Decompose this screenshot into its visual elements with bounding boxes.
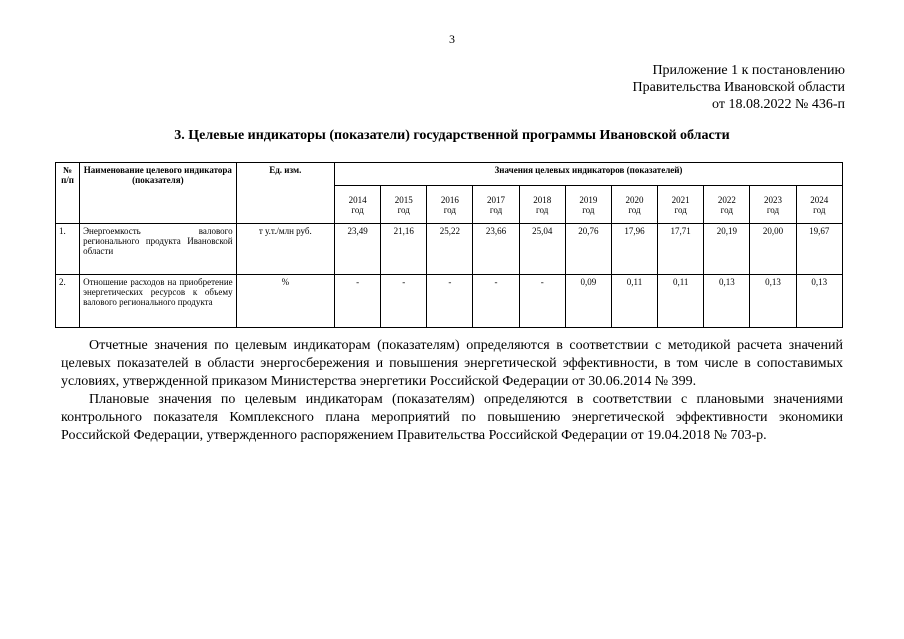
table-row [56,275,843,328]
year-2016: 2016 год [427,186,473,224]
row-value: 19,67 [796,224,842,275]
year-2014: 2014 год [334,186,380,224]
year-2015: 2015 год [381,186,427,224]
appendix-line-1: Приложение 1 к постановлению [652,63,845,78]
row-value: 0,13 [750,275,796,328]
row-indicator-name: Отношение расходов на приобретение энергетических ресурсов к объему валового регионального продукта [80,275,237,328]
row-value: 0,11 [658,275,704,328]
row-value: 25,04 [519,224,565,275]
appendix-note [633,62,845,113]
row-value: 20,19 [704,224,750,275]
paragraph-planned-values: Плановые значения по целевым индикаторам (показателям) определяются в соответствии с плановыми значениями контрольного показателя Комплексного плана мероприятий по повышению энергетической эффективности экономики Российской Федерации, утвержденного распоряжением Правительства Российской Федерации от 19.04.2018 № 703-р. [61,392,843,443]
table-header-row [56,163,843,186]
row-value: 0,11 [611,275,657,328]
row-value: - [519,275,565,328]
year-2017: 2017 год [473,186,519,224]
year-2021: 2021 год [658,186,704,224]
row-value: 25,22 [427,224,473,275]
row-value: 20,76 [565,224,611,275]
row-indicator-name: Энергоемкость валового регионального продукта Ивановской области [80,224,237,275]
row-no: 1. [56,224,80,275]
row-value: 23,49 [334,224,380,275]
row-value: 0,13 [796,275,842,328]
page-number: 3 [449,32,455,46]
section-title: 3. Целевые индикаторы (показатели) государственной программы Ивановской области [174,128,730,143]
year-2019: 2019 год [565,186,611,224]
row-value: 0,09 [565,275,611,328]
header-values: Значения целевых индикаторов (показателей) [334,163,842,186]
header-unit: Ед. изм. [236,163,334,224]
row-value: 17,71 [658,224,704,275]
row-value: 17,96 [611,224,657,275]
row-value: 20,00 [750,224,796,275]
row-value: - [334,275,380,328]
row-unit: % [236,275,334,328]
year-2023: 2023 год [750,186,796,224]
paragraph-reporting-values: Отчетные значения по целевым индикаторам (показателям) определяются в соответствии с методикой расчета значений целевых показателей в области энергосбережения и повышения энергетической эффективности, в том числе в сопоставимых условиях, утвержденной приказом Министерства энергетики Российской Федерации от 30.06.2014 № 399. [61,338,843,389]
year-2024: 2024 год [796,186,842,224]
row-value: - [427,275,473,328]
appendix-line-3: от 18.08.2022 № 436-п [712,97,845,112]
indicators-table [55,162,843,328]
row-value: 0,13 [704,275,750,328]
year-2022: 2022 год [704,186,750,224]
year-2020: 2020 год [611,186,657,224]
header-no: № п/п [56,163,80,224]
body-text [61,337,843,445]
row-value: 23,66 [473,224,519,275]
row-unit: т у.т./млн руб. [236,224,334,275]
appendix-line-2: Правительства Ивановской области [632,80,845,95]
row-value: - [473,275,519,328]
header-name: Наименование целевого индикатора (показателя) [80,163,237,224]
table-row [56,224,843,275]
row-value: 21,16 [381,224,427,275]
row-no: 2. [56,275,80,328]
year-2018: 2018 год [519,186,565,224]
row-value: - [381,275,427,328]
